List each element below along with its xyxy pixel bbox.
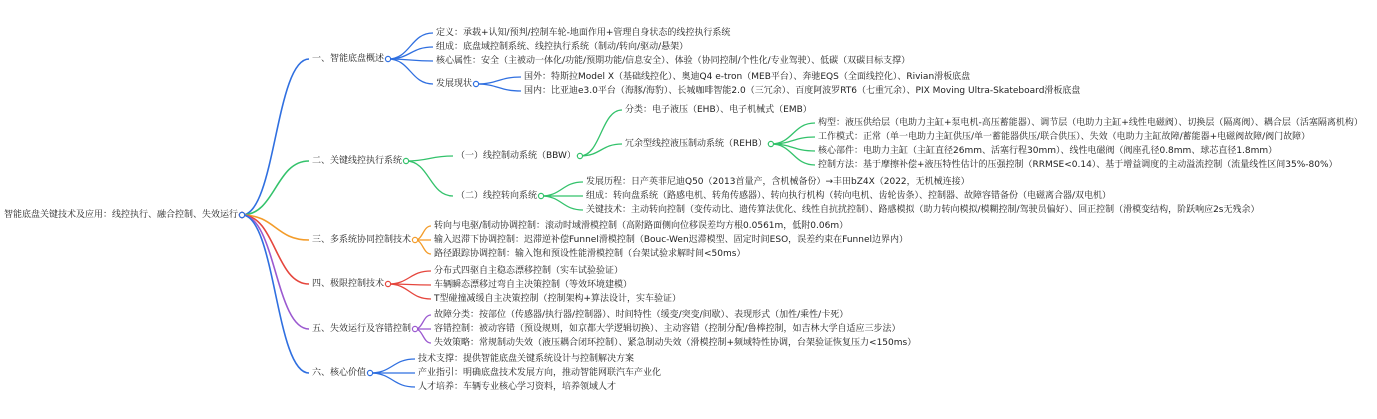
node-drift-4wd[interactable]: 分布式四驱自主稳态漂移控制（实车试验验证） — [434, 266, 624, 276]
branch-key-systems[interactable]: 二、关键线控执行系统 — [312, 156, 403, 166]
node-development-status[interactable]: 发展现状 — [436, 79, 473, 89]
node-tech-support[interactable]: 技术支撑：提供智能底盘关键系统设计与控制解决方案 — [418, 354, 635, 364]
connector-line — [541, 196, 583, 210]
node-failure-strategy[interactable]: 失效策略：常规制动失效（液压耦合闭环控制）、紧急制动失效（滑模控制+频域特性协调，台架验证恢复压力<150ms） — [434, 338, 917, 348]
node-sbw-key-tech[interactable]: 关键技术：主动转向控制（变传动比、遗传算法优化、线性自抗扰控制）、路感模拟（助力转向模拟/模糊控制/驾驶员偏好）、回正控制（滑模变结构，阶跃响应2s无残余） — [586, 205, 1260, 215]
connector-line — [242, 215, 309, 329]
connector-line — [406, 156, 453, 161]
node-sbw-composition[interactable]: 组成：转向盘系统（路感电机、转角传感器）、转向执行机构（转向电机、齿轮齿条）、控制器、故障容错备份（电磁离合器/双电机） — [586, 191, 1112, 201]
connector-line — [388, 33, 433, 59]
collapse-toggle-dot — [538, 193, 543, 198]
connector-line — [406, 161, 453, 196]
connector-line — [388, 47, 433, 59]
connector-line — [541, 182, 583, 196]
collapse-toggle-dot — [385, 56, 390, 61]
collapse-toggle-dot — [385, 281, 390, 286]
collapse-toggle-dot — [412, 326, 417, 331]
node-domestic[interactable]: 国内：比亚迪e3.0平台（海豚/海豹）、长城咖啡智能2.0（三冗余）、百度阿波罗RT6（七重冗余）、PIX Moving Ultra-Skateboard滑板底盘 — [524, 86, 1081, 96]
node-rehb[interactable]: 冗余型线控液压制动系统（REHB） — [625, 139, 767, 149]
node-fault-tolerant-control[interactable]: 容错控制：被动容错（预设规则，如京都大学逻辑切换）、主动容错（控制分配/鲁棒控制，如吉林大学自适应三步法） — [434, 324, 901, 334]
connector-line — [388, 271, 431, 284]
node-rehb-control[interactable]: 控制方法：基于摩擦补偿+液压特性估计的压强控制（RRMSE<0.14）、基于增益调度的主动溢流控制（流量线性区间35%-80%） — [818, 160, 1338, 170]
node-coord-steer-drive[interactable]: 转向与电驱/制动协调控制：滚动时域滑模控制（高附路面侧向位移误差均方根0.0561m，低附0.06m） — [434, 221, 849, 231]
node-brake-classification[interactable]: 分类：电子液压（EHB）、电子机械式（EMB） — [625, 105, 812, 115]
collapse-toggle-dot — [367, 370, 372, 375]
node-fault-classification[interactable]: 故障分类：按部位（传感器/执行器/控制器）、时间特性（缓变/突变/间歇）、表现形式（加性/乘性/卡死） — [434, 310, 849, 320]
branch-core-value[interactable]: 六、核心价值 — [312, 368, 367, 378]
collapse-toggle-dot — [768, 141, 773, 146]
node-sbw[interactable]: （二）线控转向系统 — [456, 191, 538, 201]
node-rehb-components[interactable]: 核心部件：电助力主缸（主缸直径26mm、活塞行程30mm）、线性电磁阀（阀座孔径0.8mm、球芯直径1.8mm） — [818, 146, 1278, 156]
connector-line — [242, 161, 309, 215]
node-t-collision[interactable]: T型碰撞减缓自主决策控制（控制架构+算法设计，实车验证） — [434, 294, 682, 304]
connector-line — [476, 84, 521, 91]
node-rehb-modes[interactable]: 工作模式：正常（单一电助力主缸供压/单一蓄能器供压/联合供压）、失效（电助力主缸故障/蓄能器+电磁阀故障/阀门故障） — [818, 132, 1311, 142]
branch-overview[interactable]: 一、智能底盘概述 — [312, 54, 385, 64]
collapse-toggle-dot — [577, 153, 582, 158]
connector-line — [580, 110, 622, 156]
node-rehb-structure[interactable]: 构型：液压供给层（电助力主缸+泵电机-高压蓄能器）、调节层（电助力主缸+线性电磁阀）、切换层（隔离阀）、耦合层（活塞隔离机构） — [818, 118, 1363, 128]
connector-line — [242, 59, 309, 215]
node-sbw-history[interactable]: 发展历程：日产英菲尼迪Q50（2013首量产，含机械备份）→丰田bZ4X（2022，无机械连接） — [586, 177, 970, 187]
node-core-attributes[interactable]: 核心属性：安全（主被动一体化/功能/预期功能/信息安全）、体验（协同控制/个性化/专业驾驶）、低碳（双碳目标支撑） — [436, 56, 911, 66]
connector-line — [370, 359, 415, 373]
node-coord-hysteresis[interactable]: 输入迟滞下协调控制：迟滞逆补偿Funnel滑模控制（Bouc-Wen迟滞模型、固定时间ESO，误差约束在Funnel边界内） — [434, 235, 908, 245]
branch-limit-control[interactable]: 四、极限控制技术 — [312, 279, 385, 289]
branch-fault-tolerance[interactable]: 五、失效运行及容错控制 — [312, 324, 412, 334]
node-bbw[interactable]: （一）线控制动系统（BBW） — [456, 151, 576, 161]
collapse-toggle-dot — [473, 81, 478, 86]
node-definition[interactable]: 定义：承载+认知/预判/控制车轮-地面作用+管理自身状态的线控执行系统 — [436, 28, 731, 38]
connector-line — [476, 77, 521, 84]
branch-coordination[interactable]: 三、多系统协同控制技术 — [312, 235, 412, 245]
node-talent-cultivation[interactable]: 人才培养：车辆专业核心学习资料，培养领域人才 — [418, 382, 617, 392]
connector-line — [370, 373, 415, 387]
connector-line — [388, 59, 433, 84]
node-foreign[interactable]: 国外：特斯拉Model X（基础线控化）、奥迪Q4 e-tron（MEB平台）、奔驰EQS（全面线控化）、Rivian滑板底盘 — [524, 72, 971, 82]
collapse-toggle-dot — [239, 212, 244, 217]
root-topic[interactable]: 智能底盘关键技术及应用：线控执行、融合控制、失效运行 — [4, 210, 239, 220]
node-coord-path-tracking[interactable]: 路径跟踪协调控制：输入饱和预设性能滑模控制（台架试验求解时间<50ms） — [434, 249, 746, 259]
collapse-toggle-dot — [412, 237, 417, 242]
node-transient-drift[interactable]: 车辆瞬态漂移过弯自主决策控制（等效环境建模） — [434, 280, 633, 290]
collapse-toggle-dot — [403, 158, 408, 163]
connector-line — [388, 284, 431, 299]
node-industry-guide[interactable]: 产业指引：明确底盘技术发展方向，推动智能网联汽车产业化 — [418, 368, 662, 378]
node-composition[interactable]: 组成：底盘域控制系统、线控执行系统（制动/转向/驱动/悬架） — [436, 42, 689, 52]
